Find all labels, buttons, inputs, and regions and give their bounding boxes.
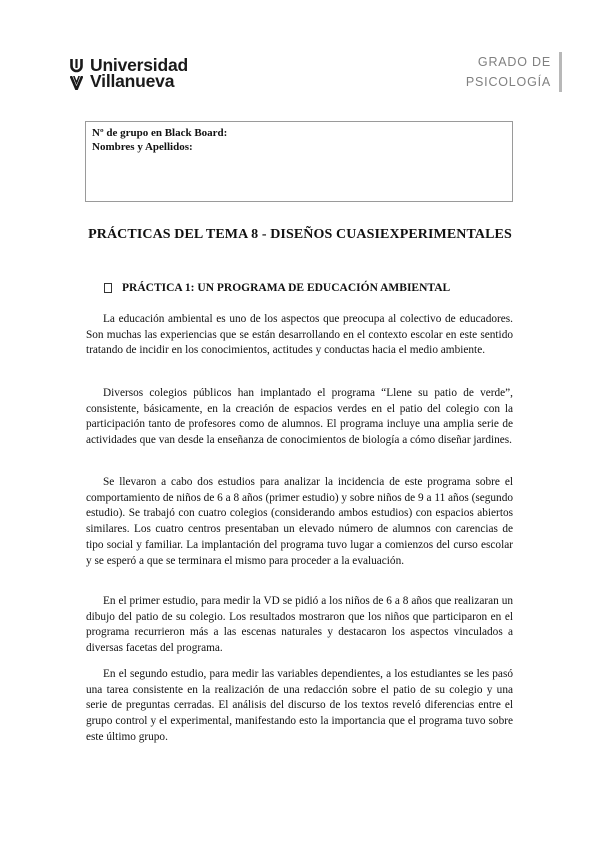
practice-heading-text: PRÁCTICA 1: UN PROGRAMA DE EDUCACIÓN AMBIENTAL	[122, 282, 451, 294]
university-logo-icon	[70, 57, 83, 90]
paragraph-5: En el segundo estudio, para medir las variables dependientes, a los estudiantes se les pasó una tarea consistente en la realización de una redacción sobre el patio de su colegio y una serie de preguntas cerradas. El análisis del discurso de los textos reveló diferencias entre el grupo control y el experimental, manifestando esto la importancia que el programa tuvo sobre este último grupo.	[86, 668, 513, 743]
logo-line-2: Villanueva	[90, 71, 175, 91]
group-info-box	[85, 121, 513, 202]
logo-line-1: Universidad	[90, 55, 188, 75]
degree-label	[466, 52, 562, 92]
logo-v-mark-icon	[70, 76, 83, 90]
group-number-label: Nº de grupo en Black Board:	[92, 127, 228, 139]
paragraph-3: Se llevaron a cabo dos estudios para analizar la incidencia de este programa sobre el comportamiento de niños de 6 a 8 años (primer estudio) y sobre niños de 9 a 11 años (segundo estudio). Se trabajó con cuatro colegios (considerando ambos estudios) con espacios abiertos similares. Los cuatro centros presentaban un elevado número de alumnos con carencias de tipo social y familiar. La implantación del programa tuvo lugar a comienzos del curso escolar y se esperó a que se terminara el mismo para proceder a la evaluación.	[86, 476, 513, 567]
degree-line-1: GRADO DE	[477, 55, 551, 69]
square-bullet-icon	[104, 283, 112, 293]
paragraph-1: La educación ambiental es uno de los aspectos que preocupa al colectivo de educadores. Son muchas las experiencias que se están desarrollando en el contexto escolar en este sentido tratando de incidir en los conocimientos, actitudes y conductas hacia el medio ambiente.	[86, 313, 513, 357]
practice-heading	[104, 282, 450, 294]
names-label: Nombres y Apellidos:	[92, 141, 193, 153]
university-name	[90, 57, 188, 89]
page-title: PRÁCTICAS DEL TEMA 8 - DISEÑOS CUASIEXPERIMENTALES	[88, 227, 512, 242]
paragraph-2: Diversos colegios públicos han implantado el programa “Llene su patio de verde”, consistente, básicamente, en la creación de espacios verdes en el patio del colegio con la participación tanto de profesores como de alumnos. El programa incluye una amplia serie de actividades que van desde la enseñanza de conocimientos de biología a cómo diseñar jardines.	[86, 387, 513, 447]
logo-u-mark-icon	[70, 59, 83, 73]
university-logo	[70, 57, 188, 90]
paragraph-4: En el primer estudio, para medir la VD se pidió a los niños de 6 a 8 años que realizaran un dibujo del patio de su colegio. Los resultados mostraron que los niños que participaron en el programa recurrieron más a las escenas naturales y destacaron los aspectos vinculados a diversas facetas del programa.	[86, 595, 513, 655]
degree-line-2: PSICOLOGÍA	[465, 75, 551, 89]
